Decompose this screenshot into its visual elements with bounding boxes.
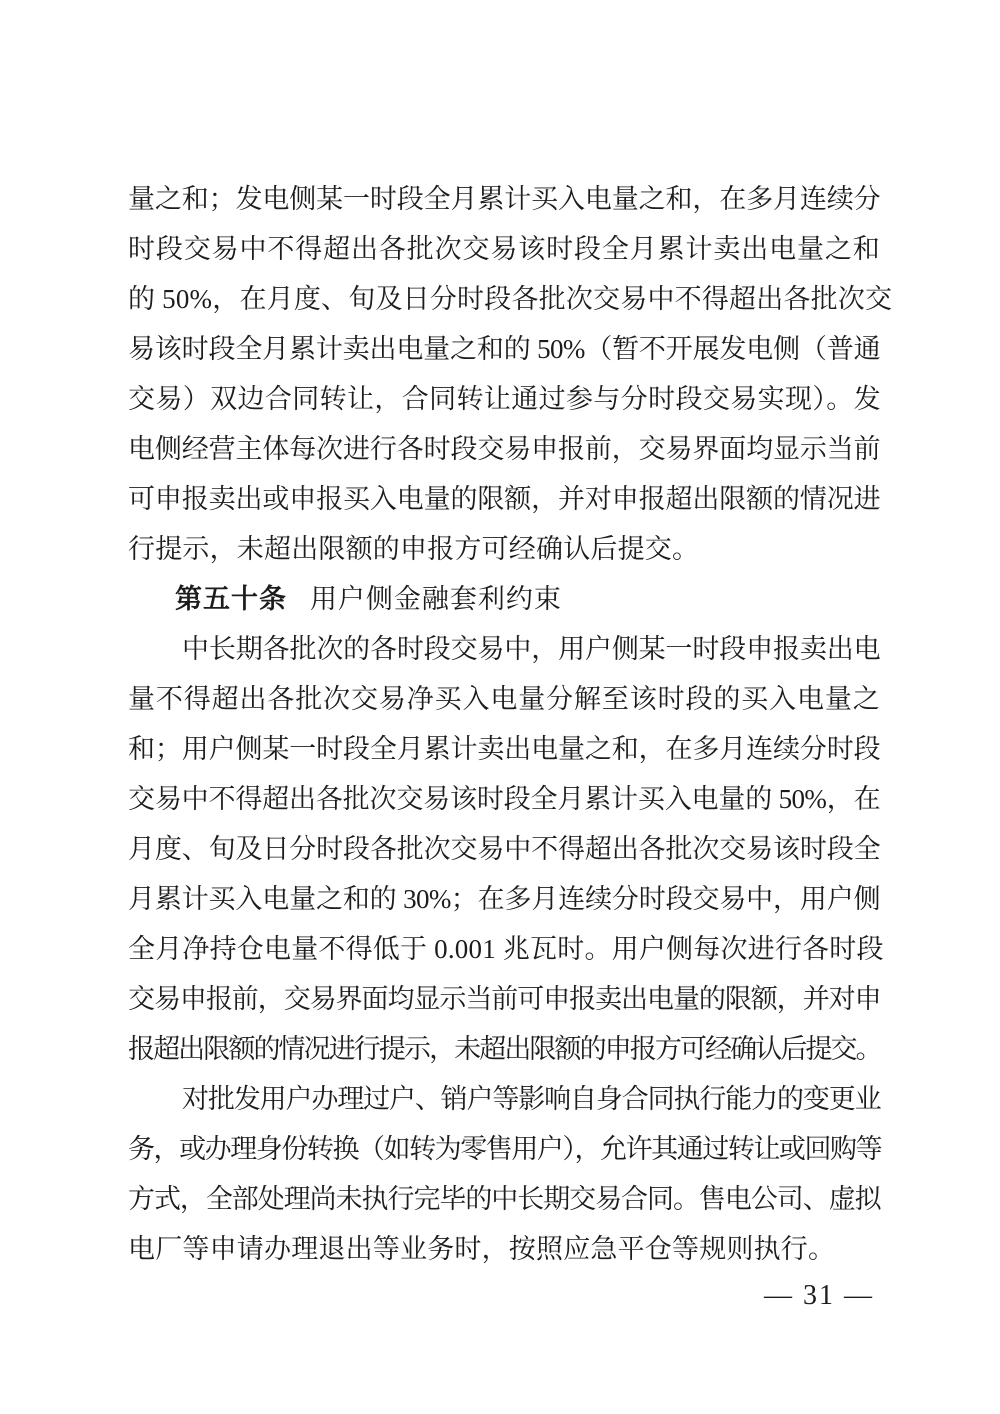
text-line: 时段交易中不得超出各批次交易该时段全月累计卖出电量之和: [128, 234, 880, 264]
text-line: 量不得超出各批次交易净买入电量分解至该时段的买入电量之: [128, 684, 880, 714]
article-title: 用户侧金融套利约束: [309, 584, 562, 614]
text-line: 电厂等申请办理退出等业务时，按照应急平仓等规则执行。: [128, 1234, 836, 1264]
text-line: 中长期各批次的各时段交易中，用户侧某一时段申报卖出电: [182, 634, 880, 664]
page-number: — 31 —: [764, 1280, 874, 1311]
text-line: 和；用户侧某一时段全月累计卖出电量之和，在多月连续分时段: [128, 734, 880, 764]
text-line: 交易中不得超出各批次交易该时段全月累计买入电量的 50%，在: [128, 784, 880, 814]
article-heading: [128, 574, 880, 624]
text-line: 量之和；发电侧某一时段全月累计买入电量之和，在多月连续分: [128, 184, 880, 214]
text-line: 可申报卖出或申报买入电量的限额，并对申报超出限额的情况进: [128, 484, 880, 514]
text-line: 方式，全部处理尚未执行完毕的中长期交易合同。售电公司、虚拟: [128, 1184, 880, 1214]
text-line: 行提示，未超出限额的申报方可经确认后提交。: [128, 534, 700, 564]
text-line: 月累计买入电量之和的 30%；在多月连续分时段交易中，用户侧: [128, 884, 880, 914]
article-number: 第五十条: [175, 584, 287, 614]
text-line: 对批发用户办理过户、销户等影响自身合同执行能力的变更业: [182, 1084, 880, 1114]
text-line: 电侧经营主体每次进行各时段交易申报前，交易界面均显示当前: [128, 434, 880, 464]
text-line: 全月净持仓电量不得低于 0.001 兆瓦时。用户侧每次进行各时段: [128, 934, 884, 964]
text-line: 交易申报前，交易界面均显示当前可申报卖出电量的限额，并对申: [128, 984, 880, 1014]
text-line: 易该时段全月累计卖出电量之和的 50%（暂不开展发电侧（普通: [128, 334, 880, 364]
text-line: 交易）双边合同转让，合同转让通过参与分时段交易实现）。发: [128, 384, 880, 414]
text-line: 报超出限额的情况进行提示，未超出限额的申报方可经确认后提交。: [128, 1034, 880, 1064]
text-line: 月度、旬及日分时段各批次交易中不得超出各批次交易该时段全: [128, 834, 880, 864]
text-line: 务，或办理身份转换（如转为零售用户），允许其通过转让或回购等: [128, 1134, 880, 1164]
body-text: [128, 174, 893, 1274]
text-line: 的 50%，在月度、旬及日分时段各批次交易中不得超出各批次交: [128, 284, 893, 314]
